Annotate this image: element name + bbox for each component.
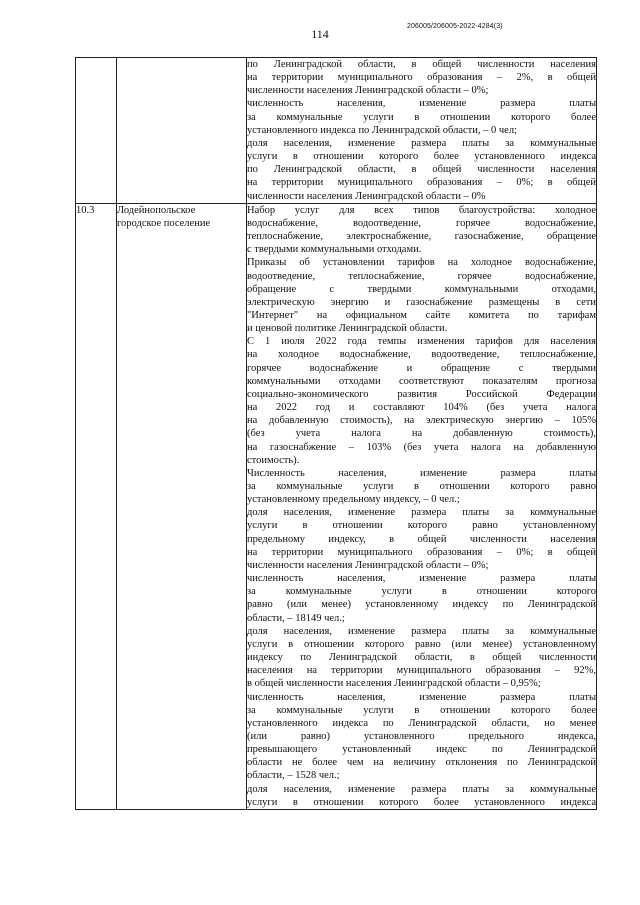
- text-line: установленного индекса по Ленинградской области, но менее: [247, 717, 596, 729]
- text-line: электрическую энергию и газоснабжение размещены в сети: [247, 296, 596, 308]
- text-line: услуги в отношении которого равно установленному: [247, 520, 596, 532]
- text-line: на 2022 год и составляют 104% (без учета налога: [247, 402, 596, 414]
- text-line: численности населения Ленинградской области – 0%;: [247, 559, 489, 571]
- text-line: численность населения, изменение размера платы: [247, 691, 596, 703]
- text-line: на территории муниципального образования – 0%; в общей: [247, 546, 596, 558]
- table-row: [76, 58, 597, 204]
- text-line: численности населения Ленинградской области – 0%;: [247, 85, 489, 97]
- settlement-name-line: городское поселение: [117, 217, 211, 229]
- settlement-name-line: Лодейнопольское: [117, 204, 196, 216]
- text-line: С 1 июля 2022 года темпы изменения тарифов для населения: [247, 336, 596, 348]
- text-line: услуги в отношении которого более установленного индекса: [247, 151, 596, 163]
- tariff-table: [75, 57, 597, 810]
- text-line: с твердыми коммунальными отходами.: [247, 244, 422, 256]
- text-line: обращение с твердыми коммунальными отходами,: [247, 283, 596, 295]
- text-line: превышающего установленный индекс по Ленинградской: [247, 744, 596, 756]
- text-line: индексу по Ленинградской области, в общей численности: [247, 652, 596, 664]
- text-line: за коммунальные услуги в отношении которого: [247, 586, 596, 598]
- text-line: услуги в отношении которого равно (или менее) установленному: [247, 638, 596, 650]
- text-line: за коммунальные услуги в отношении которого более: [247, 704, 596, 716]
- row-number: [76, 58, 117, 204]
- text-line: равно (или менее) установленному индексу по Ленинградской: [247, 599, 596, 611]
- text-line: и ценовой политике Ленинградской области.: [247, 323, 448, 335]
- text-line: "Интернет" на официальном сайте комитета по тарифам: [247, 309, 596, 321]
- text-line: населения на территории муниципального образования – 92%,: [247, 665, 596, 677]
- text-line: Численность населения, изменение размера платы: [247, 467, 596, 479]
- text-line: теплоснабжение, электроснабжение, газоснабжение, обращение: [247, 231, 596, 243]
- text-line: численность населения, изменение размера платы: [247, 573, 596, 585]
- text-line: горячее водоснабжение и обращение с твердыми: [247, 362, 596, 374]
- description-cell: [247, 58, 597, 204]
- text-line: водоотведение, теплоснабжение, горячее водоснабжение,: [247, 270, 596, 282]
- text-line: коммунальными отходами соответствуют показателям прогноза: [247, 375, 596, 387]
- text-line: на газоснабжение – 103% (без учета налога на добавленную: [247, 441, 596, 453]
- page-number: 114: [311, 27, 329, 41]
- document-code: 206005/206005-2022-4284(3): [407, 23, 503, 30]
- text-line: Приказы об установлении тарифов на холодное водоснабжение,: [247, 257, 596, 269]
- text-line: стоимость).: [247, 454, 300, 466]
- text-line: численность населения, изменение размера платы: [247, 98, 596, 110]
- text-line: за коммунальные услуги в отношении которого более: [247, 111, 596, 123]
- text-line: доля населения, изменение размера платы за коммунальные: [247, 507, 596, 519]
- text-line: численности населения Ленинградской области – 0%: [247, 190, 486, 202]
- settlement-name: [117, 58, 247, 204]
- settlement-name: [117, 203, 247, 809]
- text-line: на территории муниципального образования – 2%, в общей: [247, 72, 596, 84]
- text-line: по Ленинградской области, в общей численности населения: [247, 59, 596, 70]
- table-row: [76, 203, 597, 809]
- row-number: 10.3: [76, 203, 117, 809]
- text-line: доля населения, изменение размера платы за коммунальные: [247, 137, 596, 149]
- text-line: за коммунальные услуги в отношении которого равно: [247, 481, 596, 492]
- description-cell: [247, 203, 597, 809]
- text-line: области, – 1528 чел.;: [247, 770, 340, 782]
- text-line: установленного индекса по Ленинградской области, – 0 чел;: [247, 124, 517, 136]
- text-line: (или равно) установленного предельного индекса,: [247, 730, 596, 742]
- text-line: в общей численности населения Ленинградской области – 0,95%;: [247, 678, 541, 690]
- text-line: области, – 18149 чел.;: [247, 612, 345, 624]
- text-line: (без учета налога на добавленную стоимость),: [247, 428, 596, 440]
- text-line: по Ленинградской области, в общей численности населения: [247, 164, 596, 176]
- text-line: на холодное водоснабжение, водоотведение, теплоснабжение,: [247, 349, 596, 361]
- text-line: установленному предельному индексу, – 0 чел.;: [247, 494, 460, 506]
- text-line: водоснабжение, водоотведение, горячее водоснабжение,: [247, 217, 596, 229]
- text-line: доля населения, изменение размера платы за коммунальные: [247, 783, 596, 795]
- text-line: на территории муниципального образования – 0%; в общей: [247, 177, 596, 189]
- text-line: Набор услуг для всех типов благоустройства: холодное: [247, 204, 596, 216]
- text-line: области не более чем на величину отклонения по Ленинградской: [247, 757, 596, 769]
- text-line: социально-экономического развития Российской Федерации: [247, 388, 596, 400]
- text-line: на добавленную стоимость), на электрическую энергию – 105%: [247, 415, 596, 427]
- text-line: услуги в отношении которого более установленного индекса: [247, 796, 596, 808]
- text-line: доля населения, изменение размера платы за коммунальные: [247, 625, 596, 637]
- text-line: предельному индексу, в общей численности населения: [247, 533, 596, 545]
